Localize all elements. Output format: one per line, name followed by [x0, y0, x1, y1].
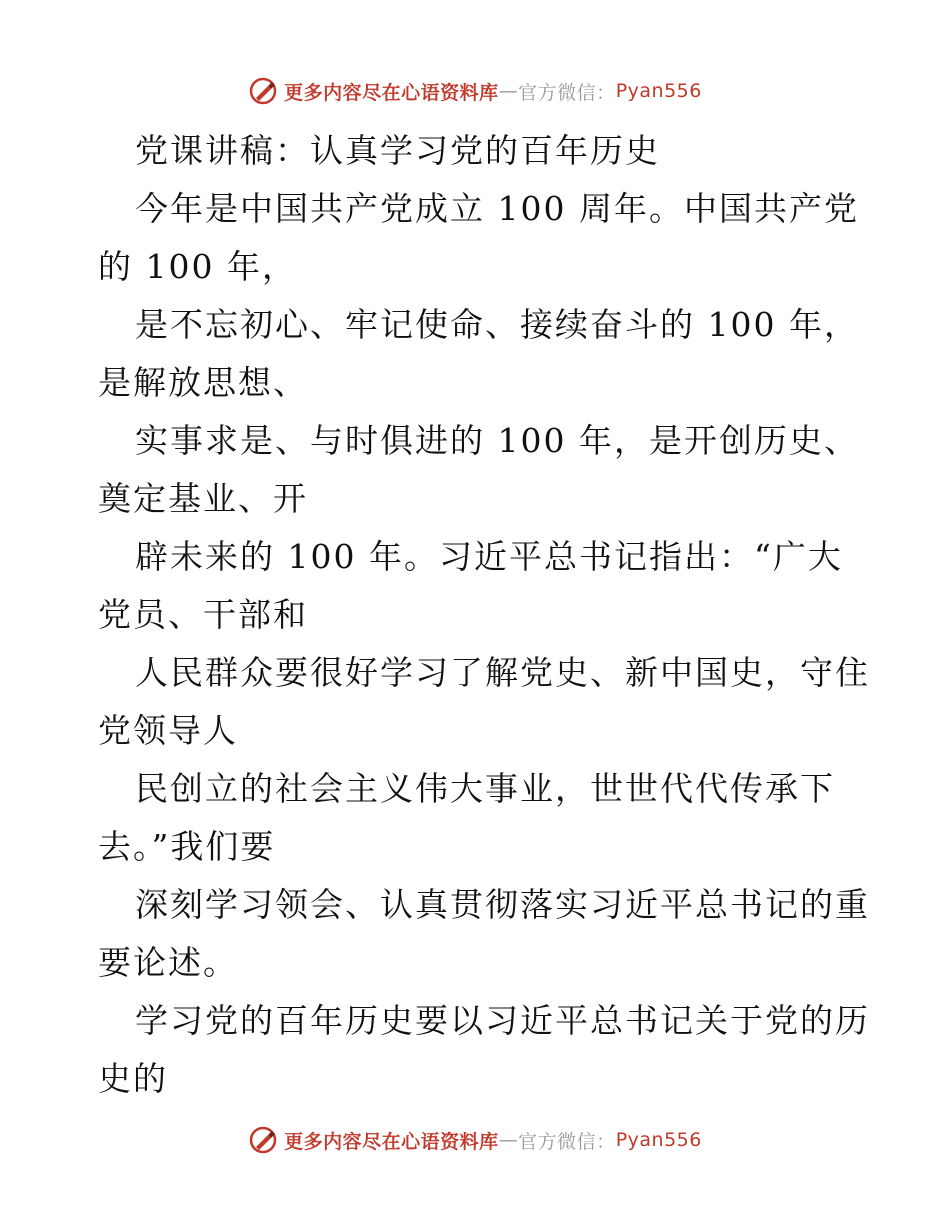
text-line: 史的 [98, 1059, 168, 1098]
pen-logo-icon [248, 76, 278, 106]
text-line: 深刻学习领会、认真贯彻落实习近平总书记的重 [135, 885, 870, 924]
banner-dash: — [498, 1129, 519, 1151]
text-line: 奠定基业、开 [98, 479, 308, 518]
banner-wechat-label: 官方微信： [518, 81, 616, 104]
footer-banner [0, 1120, 950, 1160]
text-line: 是不忘初心、牢记使命、接续奋斗的 100 年， [135, 305, 859, 344]
document-body [98, 122, 868, 1108]
text-line: 党领导人 [98, 711, 238, 750]
header-banner [0, 71, 950, 111]
banner-dash: — [498, 80, 519, 102]
document-title: 党课讲稿：认真学习党的百年历史 [135, 131, 660, 170]
text-line: 辟未来的 100 年。习近平总书记指出：“广大 [135, 537, 843, 576]
banner-wechat-id: Pyan556 [615, 80, 702, 102]
banner-wechat-label: 官方微信： [518, 1130, 616, 1153]
text-line: 的 100 年， [98, 247, 297, 286]
text-line: 要论述。 [98, 943, 238, 982]
text-line: 学习党的百年历史要以习近平总书记关于党的历 [135, 1001, 870, 1040]
banner-main-text: 更多内容尽在心语资料库 [284, 1130, 499, 1153]
text-line: 实事求是、与时俱进的 100 年，是开创历史、 [135, 421, 859, 460]
banner-main-text: 更多内容尽在心语资料库 [284, 81, 499, 104]
text-line: 去。”我们要 [98, 827, 276, 866]
text-line: 民创立的社会主义伟大事业，世世代代传承下 [135, 769, 835, 808]
text-line: 党员、干部和 [98, 595, 308, 634]
text-line: 是解放思想、 [98, 363, 308, 402]
text-line: 人民群众要很好学习了解党史、新中国史，守住 [135, 653, 870, 692]
text-line: 今年是中国共产党成立 100 周年。中国共产党 [135, 189, 859, 228]
banner-wechat-id: Pyan556 [615, 1129, 702, 1151]
pen-logo-icon [248, 1125, 278, 1155]
